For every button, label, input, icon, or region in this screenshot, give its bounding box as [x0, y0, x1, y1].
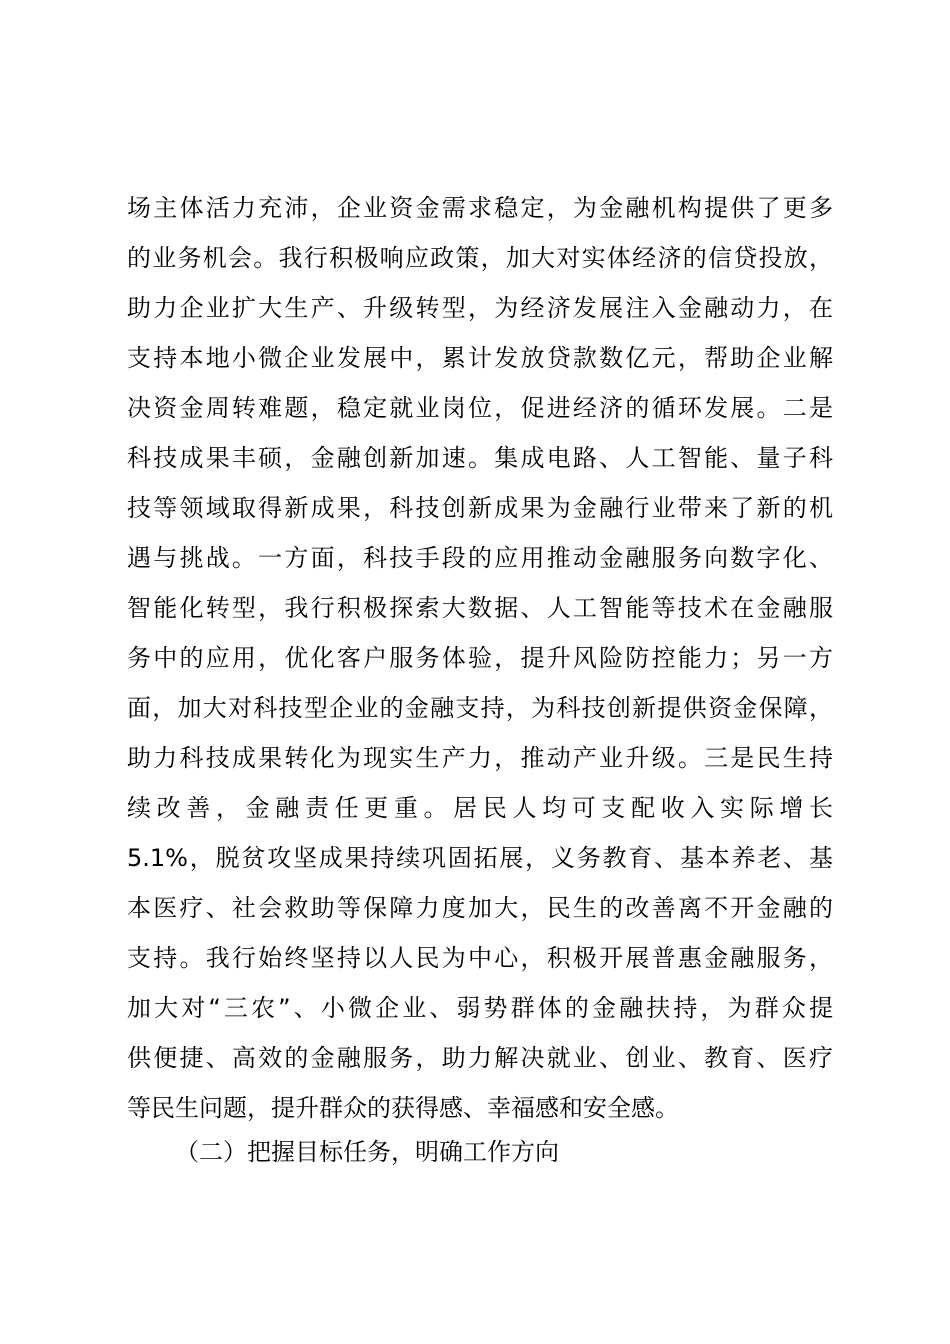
paragraph-line: 支持本地小微企业发展中，累计发放贷款数亿元，帮助企业解	[127, 344, 833, 372]
paragraph-line: 智能化转型，我行积极探索大数据、人工智能等技术在金融服	[127, 594, 833, 622]
paragraph-line: 遇与挑战。一方面，科技手段的应用推动金融服务向数字化、	[127, 544, 833, 572]
paragraph-line: 供便捷、高效的金融服务，助力解决就业、创业、教育、医疗	[127, 1044, 833, 1072]
paragraph-line: 面，加大对科技型企业的金融支持，为科技创新提供资金保障，	[127, 694, 833, 722]
paragraph-line: 决资金周转难题，稳定就业岗位，促进经济的循环发展。二是	[127, 394, 833, 422]
paragraph-line: 助力科技成果转化为现实生产力，推动产业升级。三是民生持	[127, 744, 833, 772]
paragraph-line: 场主体活力充沛，企业资金需求稳定，为金融机构提供了更多	[127, 194, 833, 222]
paragraph-line: 加大对“三农”、小微企业、弱势群体的金融扶持，为群众提	[127, 994, 833, 1022]
section-heading: （二）把握目标任务，明确工作方向	[175, 1138, 559, 1166]
paragraph-line: 续改善，金融责任更重。居民人均可支配收入实际增长	[127, 794, 833, 822]
paragraph-line: 技等领域取得新成果，科技创新成果为金融行业带来了新的机	[127, 494, 833, 522]
paragraph-line: 科技成果丰硕，金融创新加速。集成电路、人工智能、量子科	[127, 444, 833, 472]
paragraph-line: 支持。我行始终坚持以人民为中心，积极开展普惠金融服务，	[127, 944, 833, 972]
paragraph-line: 5.1%，脱贫攻坚成果持续巩固拓展，义务教育、基本养老、基	[127, 844, 833, 872]
paragraph-line: 等民生问题，提升群众的获得感、幸福感和安全感。	[127, 1094, 679, 1122]
paragraph-line: 本医疗、社会救助等保障力度加大，民生的改善离不开金融的	[127, 894, 833, 922]
paragraph-line: 的业务机会。我行积极响应政策，加大对实体经济的信贷投放，	[127, 244, 833, 272]
paragraph-line: 务中的应用，优化客户服务体验，提升风险防控能力；另一方	[127, 644, 833, 672]
paragraph-line: 助力企业扩大生产、升级转型，为经济发展注入金融动力，在	[127, 294, 833, 322]
body-paragraph	[127, 183, 833, 1133]
